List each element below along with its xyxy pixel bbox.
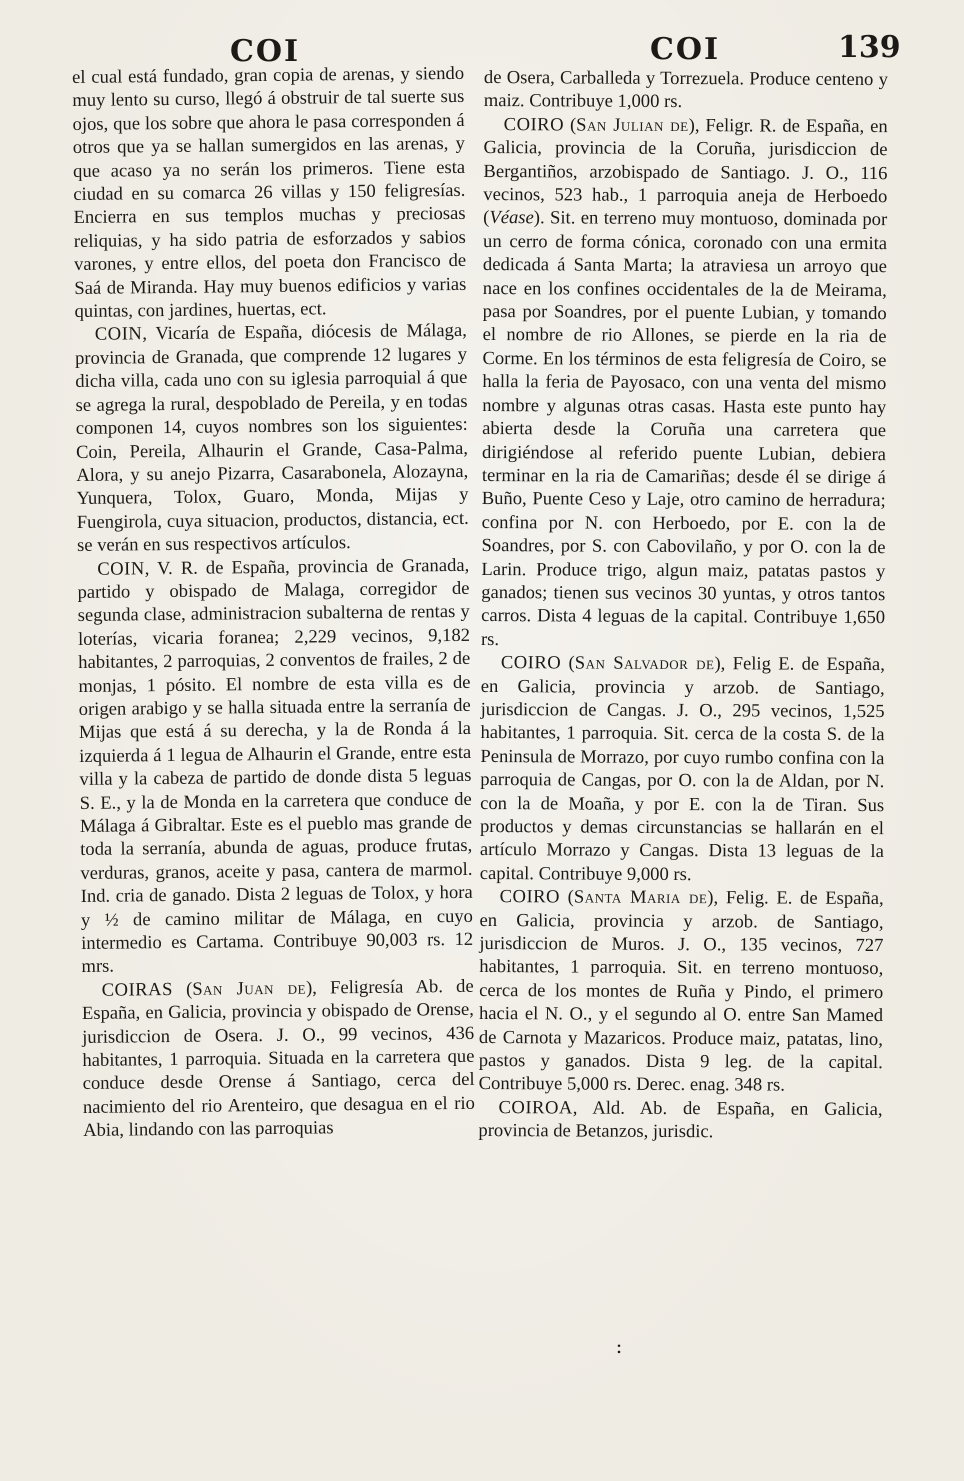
entry-text: ), Felig E. de España, en Galicia, provincia y arzob. de Santiago, jurisdiccion de Cangas. J. O., 295 vecinos, 1,525 habitantes, 1 parroquia. Sit. cerca de la costa S. de la Peninsula de Morrazo, por cuyo rumbo confina con la parroquia de Cangas, por O. con la de Aldan, por N. con la de Moaña, y por E. con la de Tiran. Sus productos y demas circunstancias se hallarán en el artículo Morrazo y Cangas. Dista 13 leguas de la capital. Contribuye 9,000 rs. <box>479 653 885 885</box>
entry-subtitle: Santa Maria de <box>573 886 708 909</box>
entry-italic-ref: Véase <box>489 207 534 229</box>
entry-text-continued: ). Sit. en terreno muy montuoso, dominada por un cerro de forma cónica, coronado con una ermita dedicada á Santa Marta; la atraviesa un arroyo que nace en los confines occidentales de la de Meirama, pasa por Soandres, por el puente Lubian, y tomando el nombre de rio Allones, se pierde en la ria de Corme. En los términos de esta feligresía de Coiro, se halla la feria de Payosaco, con una venta del mismo nombre y algunas otras casas. Hasta este punto hay abierta desde la Coruña una carretera que dirigiéndose al referido puente Lubian, debiera terminar en la ria de Camariñas; desde él se dirige á Buño, Puente Ceso y Laje, otro camino de herradura; confina por N. con Herboedo, por E. con la de Soandres, por S. con Cabovilaño, y por O. con la de Larin. Produce trigo, algun maiz, patatas pastos y ganados; tienen sus vecinos 30 yuntas, y otros tantos carros. Dista 4 leguas de la capital. Contribuye 1,650 rs. <box>480 207 888 650</box>
end-mark: : <box>615 1334 623 1358</box>
running-head-right: COI <box>650 32 721 67</box>
page-number: 139 <box>838 30 901 65</box>
entry-headword: COIRO <box>500 652 562 674</box>
left-column <box>72 62 475 1143</box>
entry-headword: COIRO <box>503 113 565 136</box>
entry-text: , Ald. Ab. de España, en Galicia, provincia de Betanzos, jurisdic. <box>478 1097 883 1143</box>
dictionary-entry <box>75 319 469 557</box>
dictionary-entry: COIRO (San Salvador de), Felig E. de España, en Galicia, provincia y arzob. de Santiago, jurisdiccion de Cangas. J. O., 295 vecinos, 1,525 habitantes, 1 parroquia. Sit. cerca de la costa S. de la Peninsula de Morrazo, por cuyo rumbo confina con la parroquia de Cangas, por O. con la de Aldan, por N. con la de Moaña, y por E. con la de Tiran. Sus productos y demas circunstancias se hallarán en el artículo Morrazo y Cangas. Dista 13 leguas de la capital. Contribuye 9,000 rs. <box>479 652 885 885</box>
entry-text: ), Felig. E. de España, en Galicia, provincia y arzob. de Santiago, jurisdiccion de Muros. J. O., 135 vecinos, 727 habitantes, 1 parroquia. Sit. en terreno montuoso, cerca de los montes de Ruña y Pindo, el primero hacia el N. O., y el segundo al O. entre San Mamed de Carnota y Mazaricos. Produce maiz, patatas, lino, pastos y ganados. Dista 9 leg. de la capital. Contribuye 5,000 rs. Derec. enag. 348 rs. <box>478 887 884 1097</box>
entry-headword: COIRO <box>499 886 561 908</box>
entry-headword: COIN <box>97 557 145 580</box>
right-column <box>478 66 888 1145</box>
entry-text: ), Feligresía Ab. de España, en Galicia, provincia y obispado de Orense, jurisdiccion de Osera. J. O., 99 vecinos, 436 habitantes, 1 parroquia. Situada en la carretera que conduce desde Orense á Santiago, cerca del nacimiento del rio Arenteiro, que desagua en el rio Abia, lindando con las parroquias <box>81 975 475 1142</box>
page-header <box>0 30 964 70</box>
entry-text: ), Feligr. R. de España, en Galicia, provincia de la Coruña, jurisdiccion de Bergantiños, arzobispado de Santiago. J. O., 116 vecinos, 523 hab., 1 parroquia aneja de Herboedo ( <box>483 114 888 229</box>
continuation-text: de Osera, Carballeda y Torrezuela. Produce centeno y maiz. Contribuye 1,000 rs. <box>483 66 888 113</box>
dictionary-entry: COIRO (San Julian de), Feligr. R. de España, en Galicia, provincia de la Coruña, jurisdiccion de Bergantiños, arzobispado de Santiago. J. O., 116 vecinos, 523 hab., 1 parroquia aneja de Herboedo (Véase). Sit. en terreno muy montuoso, dominada por un cerro de forma cónica, coronado con una ermita dedicada á Santa Marta; la atraviesa un arroyo que nace en los confines occidentales de la de Meirama, pasa por Soandres, por el puente Lubian, y tomando el nombre de rio Allones, se pierde en la ria de Corme. En los términos de esta feligresía de Coiro, se halla la feria de Payosaco, con una venta del mismo nombre y algunas otras casas. Hasta este punto hay abierta desde la Coruña una carretera que dirigiéndose al referido puente Lubian, debiera terminar en la ria de Camariñas; desde él se dirige á Buño, Puente Ceso y Laje, otro camino de herradura; confina por N. con Herboedo, por E. con la de Soandres, por S. con Cabovilaño, y por O. con la de Larin. Produce trigo, algun maiz, patatas pastos y ganados; tienen sus vecinos 30 yuntas, y otros tantos carros. Dista 4 leguas de la capital. Contribuye 1,650 rs. <box>480 113 888 650</box>
entry-text: , Vicaría de España, diócesis de Málaga, provincia de Granada, que comprende 12 lugares y dicha villa, cada uno con su iglesia parroquial á que se agrega la rural, despoblado de Pereila, y en todas componen 14, cuyos nombres son los siguientes: Coin, Pereila, Alhaurin el Grande, Casa-Palma, Alora, y su anejo Pizarra, Casarabonela, Alozayna, Yunquera, Tolox, Guaro, Monda, Mijas y Fuengirola, cuya situacion, productos, distancia, ect. se verán en sus respectivos artículos. <box>74 320 469 557</box>
dictionary-entry <box>77 553 473 978</box>
entry-headword: COIROA <box>498 1096 573 1119</box>
dictionary-entry: COIRAS (San Juan de), Feligresía Ab. de España, en Galicia, provincia y obispado de Orense, jurisdiccion de Osera. J. O., 99 vecinos, 436 habitantes, 1 parroquia. Situada en la carretera que conduce desde Orense á Santiago, cerca del nacimiento del rio Arenteiro, que desagua en el rio Abia, lindando con las parroquias <box>81 975 475 1142</box>
entry-subtitle: San Juan de <box>192 977 307 1000</box>
running-head-left: COI <box>230 34 301 69</box>
entry-headword: COIRAS <box>101 978 173 1001</box>
entry-text: , V. R. de España, provincia de Granada, partido y obispado de Malaga, corregidor de segunda clase, administracion subalterna de rentas y loterías, vicaria foranea; 2,229 vecinos, 9,182 habitantes, 2 parroquias, 2 conventos de frailes, 2 de monjas, 1 pósito. El nombre de esta villa es de origen arabigo y se halla situada entre la serranía de Mijas que está á su derecha, y la de Ronda á la izquierda á 1 legua de Alhaurin el Grande, entre esta villa y la cabeza de partido de donde dista 5 leguas S. E., y la de Monda en la carretera que conduce de Málaga á Gibraltar. Este es el pueblo mas grande de toda la serranía, abunda de aguas, produce frutas, verduras, granos, aceite y pasa, cantera de marmol. Ind. cria de ganado. Dista 2 leguas de Tolox, y hora y ½ de camino militar de Málaga, en cuyo intermedio es Cartama. Contribuye 90,003 rs. 12 mrs. <box>77 554 474 978</box>
dictionary-entry <box>478 1096 882 1145</box>
entry-subtitle: San Salvador de <box>574 652 715 675</box>
entry-subtitle: San Julian de <box>576 114 689 136</box>
entry-headword: COIN <box>94 323 143 346</box>
continuation-text: el cual está fundado, gran copia de arenas, y siendo muy lento su curso, llegó á obstruir de tal suerte sus ojos, que los sobre que ahora le pasa corresponden á otros que ya se hallan sumergidos en las arenas, y que acaso ya no serán los primeros. Tiene esta ciudad en su comarca 26 villas y 150 feligresías. Encierra en sus templos muchas y preciosas reliquias, y ha sido patria de esforzados y sabios varones, y entre ellos, del poeta don Francisco de Saá de Miranda. Hay muy buenos edificios y varias quintas, con jardines, huertas, ect. <box>72 62 467 323</box>
dictionary-entry: COIRO (Santa Maria de), Felig. E. de España, en Galicia, provincia y arzob. de Santiago, jurisdiccion de Muros. J. O., 135 vecinos, 727 habitantes, 1 parroquia. Sit. en terreno montuoso, cerca de los montes de Ruña y Pindo, el primero hacia el N. O., y el segundo al O. entre San Mamed de Carnota y Mazaricos. Produce maiz, patatas, lino, pastos y ganados. Dista 9 leg. de la capital. Contribuye 5,000 rs. Derec. enag. 348 rs. <box>478 886 884 1097</box>
